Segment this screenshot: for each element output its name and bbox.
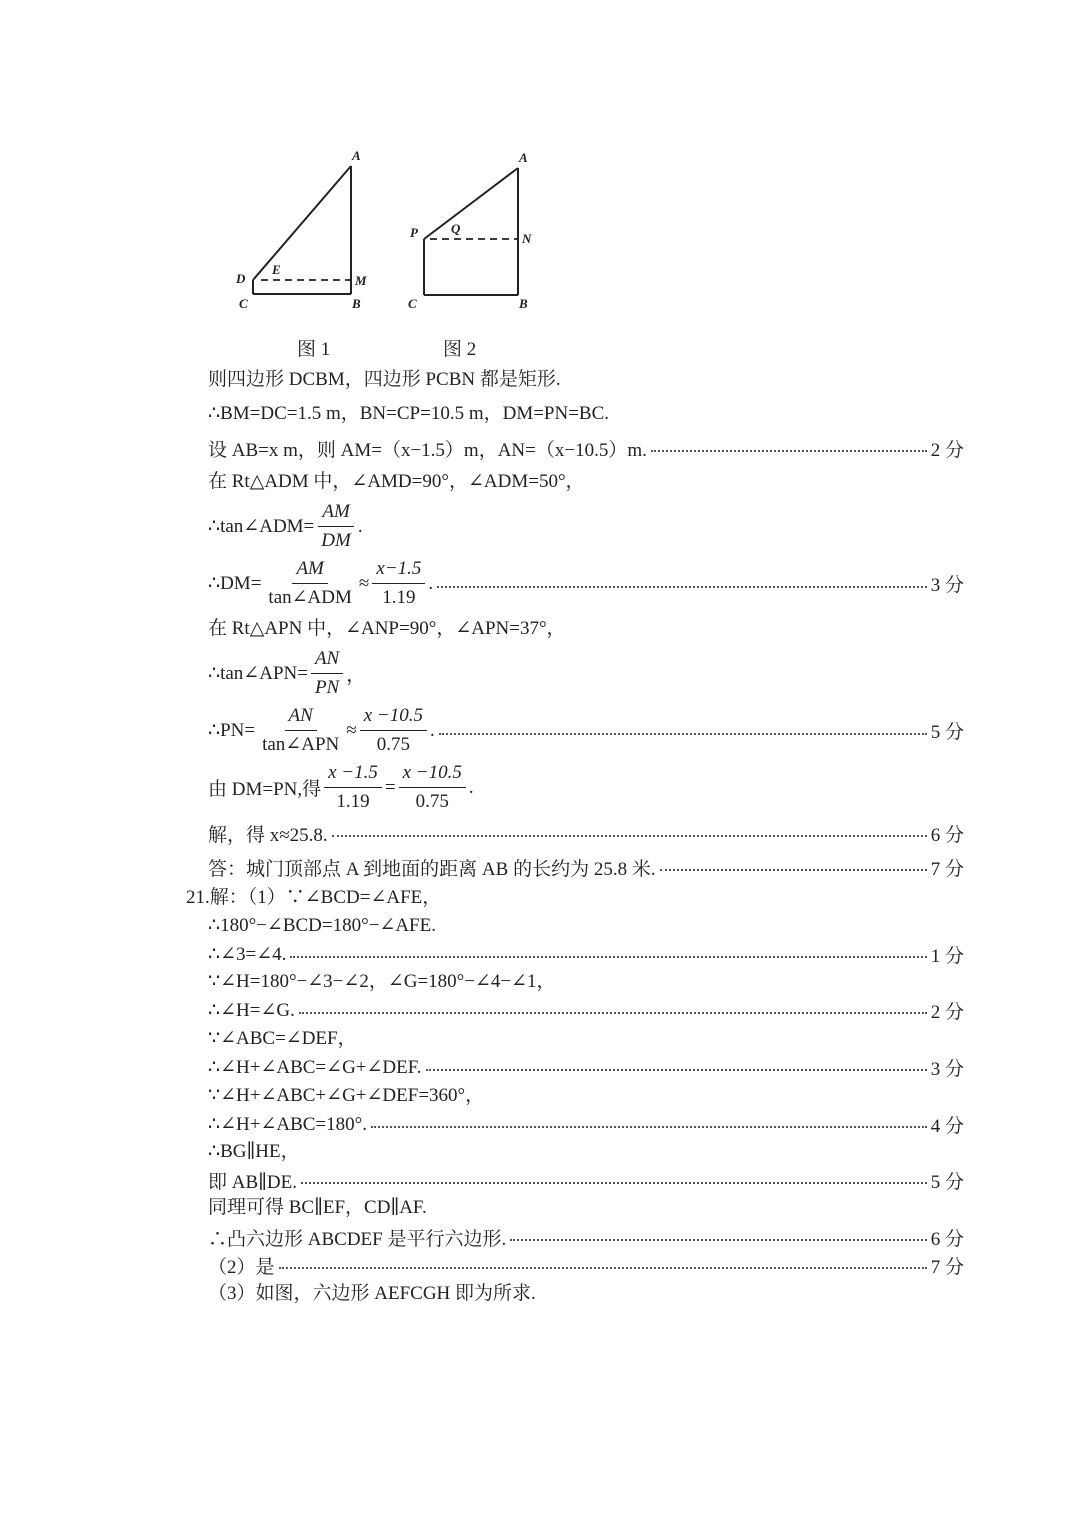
score-label: 1 分	[930, 945, 964, 967]
solution-line: 在 Rt△ADM 中，∠AMD=90°，∠ADM=50°，	[208, 471, 585, 492]
fraction-numerator: AM	[292, 557, 327, 584]
fraction	[360, 704, 427, 757]
fraction	[264, 557, 355, 610]
fig2-label-q: Q	[451, 221, 461, 236]
equation-prefix: ∴tan∠ADM=	[208, 516, 315, 537]
fig1-label-a: A	[352, 148, 361, 163]
problem-21-heading: 21.解：（1）∵∠BCD=∠AFE，	[186, 887, 442, 908]
dot-leader	[660, 869, 927, 871]
fraction	[317, 500, 355, 553]
solution-line: ∵∠H=180°−∠3−∠2，∠G=180°−∠4−∠1，	[208, 971, 556, 992]
solution-text: ∴∠H+∠ABC=180°.	[208, 1113, 367, 1135]
dot-leader	[299, 1012, 927, 1014]
score-label: 5 分	[930, 722, 964, 743]
solution-text: ∴∠H=∠G.	[208, 999, 295, 1021]
score-label: 6 分	[930, 824, 964, 846]
approx-sign: ≈	[358, 572, 370, 594]
dot-leader	[439, 733, 927, 735]
fraction-numerator: x−1.5	[372, 557, 425, 584]
score-label: 5 分	[930, 1171, 964, 1193]
scored-line	[208, 854, 964, 880]
fraction-denominator: 0.75	[376, 734, 410, 755]
fig2-label-b: B	[519, 296, 528, 311]
scored-line	[208, 997, 964, 1023]
equation-suffix: .	[428, 572, 434, 594]
fraction-denominator: 0.75	[415, 791, 449, 812]
solution-line: ∵∠H+∠ABC+∠G+∠DEF=360°，	[208, 1085, 485, 1106]
score-label: 2 分	[930, 439, 964, 461]
equation-suffix: .	[468, 776, 474, 798]
equation-prefix: ∴DM=	[208, 573, 262, 594]
fraction-denominator: 1.19	[336, 791, 370, 812]
scored-line	[208, 1167, 964, 1193]
fig2-label-c: C	[408, 296, 417, 311]
solution-text: 答：城门顶部点 A 到地面的距离 AB 的长约为 25.8 米.	[208, 858, 656, 880]
scored-line	[208, 820, 964, 846]
score-label: 3 分	[930, 1058, 964, 1080]
fig2-label-p: P	[410, 225, 418, 240]
solution-line: ∵∠ABC=∠DEF，	[208, 1028, 357, 1049]
score-label: 4 分	[930, 1115, 964, 1137]
solution-line: 在 Rt△APN 中，∠ANP=90°，∠APN=37°，	[208, 618, 566, 639]
fig1-label-d: D	[236, 271, 246, 286]
equation-prefix: ∴PN=	[208, 720, 256, 741]
scored-line	[208, 1224, 964, 1250]
scored-line	[208, 1252, 964, 1278]
equation-line	[208, 500, 363, 553]
dot-leader	[426, 1069, 927, 1071]
dot-leader	[301, 1182, 927, 1184]
fraction-numerator: AN	[311, 647, 343, 674]
dot-leader	[437, 586, 927, 588]
score-label: 6 分	[930, 1228, 964, 1250]
equation-suffix: .	[429, 719, 435, 741]
equation-line	[208, 761, 474, 814]
fraction-denominator: DM	[321, 530, 351, 551]
solution-line: ∴BM=DC=1.5 m，BN=CP=10.5 m，DM=PN=BC.	[208, 403, 610, 424]
score-label: 2 分	[930, 1001, 964, 1023]
fraction-denominator: tan∠ADM	[268, 587, 352, 608]
fraction	[399, 761, 466, 814]
figure-2	[400, 140, 560, 320]
fig1-label-c: C	[239, 296, 248, 311]
equation-suffix: .	[357, 515, 363, 537]
approx-sign: ≈	[346, 719, 357, 741]
scored-line	[208, 1054, 964, 1080]
solution-line: 同理可得 BC∥EF，CD∥AF.	[208, 1197, 427, 1218]
solution-text: ∴凸六边形 ABCDEF 是平行六边形.	[208, 1228, 507, 1250]
dot-leader	[332, 835, 927, 837]
fig2-label-n: N	[522, 231, 532, 246]
score-label: 7 分	[930, 858, 964, 880]
fraction-numerator: x −10.5	[360, 704, 427, 731]
figure-1-caption: 图 1	[297, 339, 331, 360]
fraction-numerator: AM	[318, 500, 353, 527]
fraction-numerator: x −10.5	[399, 761, 466, 788]
score-label: 3 分	[930, 575, 964, 596]
fig1-label-b: B	[352, 296, 361, 311]
solution-line: ∴180°−∠BCD=180°−∠AFE.	[208, 915, 436, 936]
fraction	[258, 704, 343, 757]
solution-text: ∴∠H+∠ABC=∠G+∠DEF.	[208, 1056, 422, 1078]
fig1-label-e: E	[272, 262, 281, 277]
solution-line: 则四边形 DCBM，四边形 PCBN 都是矩形.	[208, 369, 561, 390]
equals-sign: =	[384, 776, 396, 798]
fig1-label-m: M	[355, 273, 367, 288]
fraction	[372, 557, 425, 610]
fraction-denominator: PN	[314, 677, 340, 698]
solution-text: 设 AB=x m，则 AM=（x−1.5）m，AN=（x−10.5）m.	[208, 439, 647, 461]
fig2-label-a: A	[519, 150, 528, 165]
dot-leader	[510, 1239, 927, 1241]
equation-line	[208, 557, 964, 610]
scored-line	[208, 941, 964, 967]
fraction	[311, 647, 343, 700]
fraction	[324, 761, 382, 814]
equation-line	[208, 647, 365, 700]
scored-line	[208, 435, 964, 461]
dot-leader	[290, 956, 926, 958]
fraction-numerator: x −1.5	[324, 761, 382, 788]
equation-prefix: 由 DM=PN,得	[208, 779, 322, 800]
fraction-denominator: tan∠APN	[262, 734, 340, 755]
solution-line: （3）如图，六边形 AEFCGH 即为所求.	[208, 1283, 536, 1304]
solution-text: （2）是	[208, 1256, 275, 1278]
figure-2-caption: 图 2	[443, 339, 477, 360]
solution-text: 即 AB∥DE.	[208, 1171, 297, 1193]
solution-text: ∴∠3=∠4.	[208, 943, 287, 965]
solution-line: ∴BG∥HE，	[208, 1141, 300, 1162]
equation-suffix: ，	[346, 665, 366, 686]
dot-leader	[371, 1126, 927, 1128]
equation-prefix: ∴tan∠APN=	[208, 663, 308, 684]
figure-1	[225, 140, 385, 320]
fraction-denominator: 1.19	[382, 587, 416, 608]
scored-line	[208, 1111, 964, 1137]
dot-leader	[279, 1267, 927, 1269]
dot-leader	[651, 450, 927, 452]
solution-text: 解，得 x≈25.8.	[208, 824, 328, 846]
score-label: 7 分	[930, 1256, 964, 1278]
equation-line	[208, 704, 964, 757]
fraction-numerator: AN	[285, 704, 317, 731]
